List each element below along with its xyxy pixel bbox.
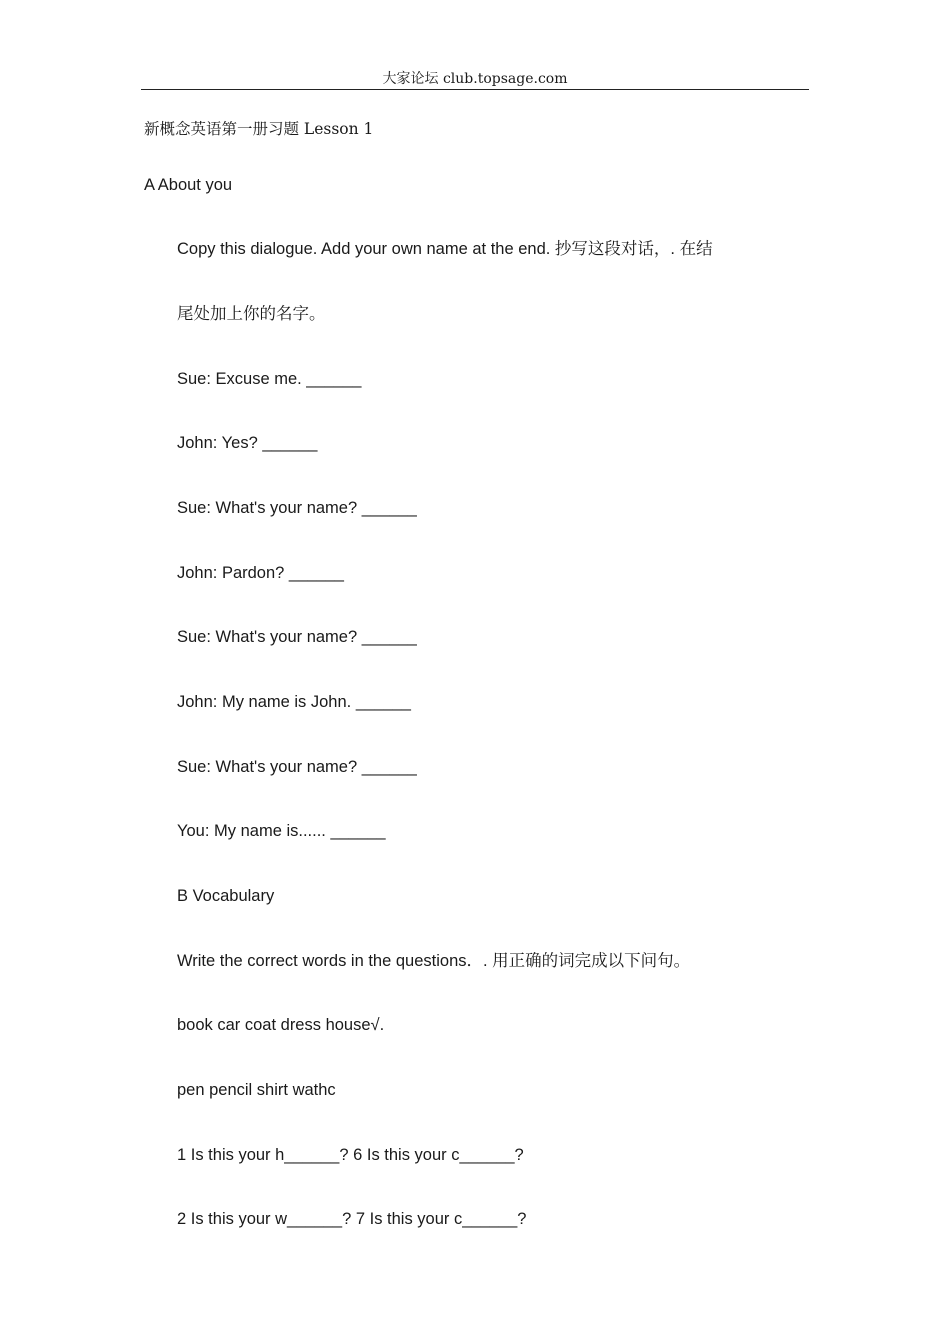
dialogue-line: John: Pardon? ______ [177,564,344,582]
section-a-instruction-line-2: 尾处加上你的名字。 [177,305,326,323]
dialogue-line: Sue: What's your name? ______ [177,499,417,517]
question-line: 2 Is this your w______? 7 Is this your c______? [177,1210,527,1228]
dialogue-line: John: My name is John. ______ [177,693,411,711]
dialogue-line: John: Yes? ______ [177,434,318,452]
question-line: 1 Is this your h______? 6 Is this your c______? [177,1146,524,1164]
word-bank-line-2: pen pencil shirt wathc [177,1081,336,1099]
section-a-instruction-line-1: Copy this dialogue. Add your own name at the end. 抄写这段对话，. 在结 [177,240,713,258]
section-a-heading: A About you [144,176,233,194]
dialogue-line: You: My name is...... ______ [177,822,386,840]
dialogue-line: Sue: What's your name? ______ [177,758,417,776]
dialogue-line: Sue: What's your name? ______ [177,628,417,646]
section-b-instruction: Write the correct words in the questions．. 用正确的词完成以下问句。 [177,952,691,970]
document-title: 新概念英语第一册习题 Lesson 1 [144,120,374,138]
dialogue-line: Sue: Excuse me. ______ [177,370,362,388]
word-bank-line-1: book car coat dress house√. [177,1016,385,1034]
section-b-heading: B Vocabulary [177,887,275,905]
page-header: 大家论坛 club.topsage.com [141,70,809,90]
